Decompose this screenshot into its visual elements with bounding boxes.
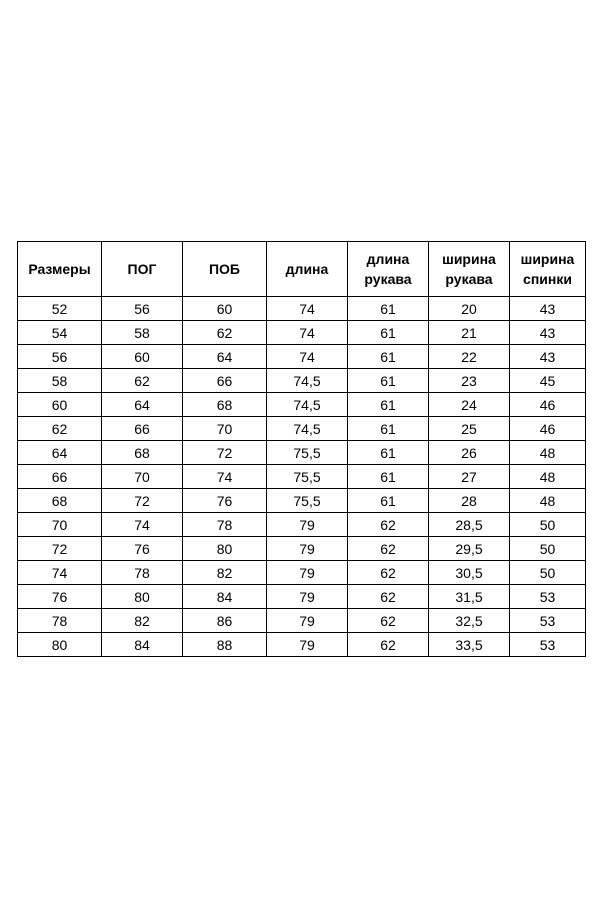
- cell-hips-half: 60: [183, 297, 267, 321]
- header-sleeve-length-line-2: рукава: [364, 271, 412, 287]
- table-row: [18, 393, 586, 417]
- cell-back-width: 48: [510, 441, 586, 465]
- header-back-width-line-2: спинки: [523, 271, 572, 287]
- cell-sleeve-width: 27: [429, 465, 510, 489]
- header-sleeve-width: [429, 242, 510, 297]
- cell-length: 79: [267, 537, 348, 561]
- cell-sleeve-width: 28: [429, 489, 510, 513]
- cell-chest-half: 72: [102, 489, 183, 513]
- cell-chest-half: 58: [102, 321, 183, 345]
- cell-chest-half: 66: [102, 417, 183, 441]
- table-row: [18, 297, 586, 321]
- size-chart-header: [18, 242, 586, 297]
- cell-length: 75,5: [267, 489, 348, 513]
- cell-size: 60: [18, 393, 102, 417]
- cell-sleeve-width: 28,5: [429, 513, 510, 537]
- cell-chest-half: 64: [102, 393, 183, 417]
- cell-sleeve-width: 25: [429, 417, 510, 441]
- cell-chest-half: 56: [102, 297, 183, 321]
- cell-back-width: 50: [510, 537, 586, 561]
- cell-back-width: 45: [510, 369, 586, 393]
- cell-length: 75,5: [267, 441, 348, 465]
- cell-length: 74,5: [267, 417, 348, 441]
- cell-sleeve-width: 29,5: [429, 537, 510, 561]
- cell-sleeve-length: 61: [348, 369, 429, 393]
- cell-hips-half: 76: [183, 489, 267, 513]
- cell-chest-half: 80: [102, 585, 183, 609]
- cell-sleeve-width: 32,5: [429, 609, 510, 633]
- table-row: [18, 585, 586, 609]
- cell-sleeve-length: 62: [348, 633, 429, 657]
- cell-size: 68: [18, 489, 102, 513]
- cell-sleeve-length: 61: [348, 417, 429, 441]
- cell-size: 72: [18, 537, 102, 561]
- header-hips-half: [183, 242, 267, 297]
- table-row: [18, 321, 586, 345]
- cell-sleeve-length: 61: [348, 297, 429, 321]
- header-sleeve-length: [348, 242, 429, 297]
- cell-chest-half: 70: [102, 465, 183, 489]
- cell-back-width: 50: [510, 561, 586, 585]
- cell-size: 64: [18, 441, 102, 465]
- table-row: [18, 489, 586, 513]
- cell-sleeve-length: 61: [348, 489, 429, 513]
- header-size: [18, 242, 102, 297]
- cell-sleeve-length: 61: [348, 345, 429, 369]
- cell-chest-half: 74: [102, 513, 183, 537]
- header-chest-half: [102, 242, 183, 297]
- cell-hips-half: 66: [183, 369, 267, 393]
- cell-sleeve-length: 62: [348, 513, 429, 537]
- cell-sleeve-length: 61: [348, 393, 429, 417]
- cell-chest-half: 60: [102, 345, 183, 369]
- cell-chest-half: 82: [102, 609, 183, 633]
- cell-back-width: 43: [510, 297, 586, 321]
- table-row: [18, 465, 586, 489]
- cell-sleeve-width: 30,5: [429, 561, 510, 585]
- cell-hips-half: 88: [183, 633, 267, 657]
- cell-length: 74: [267, 345, 348, 369]
- cell-length: 79: [267, 609, 348, 633]
- cell-back-width: 43: [510, 345, 586, 369]
- cell-size: 58: [18, 369, 102, 393]
- header-back-width-line-1: ширина: [520, 251, 575, 267]
- cell-sleeve-width: 24: [429, 393, 510, 417]
- cell-back-width: 53: [510, 585, 586, 609]
- cell-back-width: 48: [510, 465, 586, 489]
- cell-back-width: 46: [510, 393, 586, 417]
- header-sleeve-width-line-1: ширина: [442, 251, 496, 267]
- cell-back-width: 50: [510, 513, 586, 537]
- cell-size: 78: [18, 609, 102, 633]
- cell-hips-half: 78: [183, 513, 267, 537]
- size-chart-table: [17, 241, 586, 657]
- cell-sleeve-width: 23: [429, 369, 510, 393]
- cell-back-width: 53: [510, 609, 586, 633]
- table-row: [18, 345, 586, 369]
- cell-sleeve-length: 62: [348, 585, 429, 609]
- cell-size: 80: [18, 633, 102, 657]
- cell-length: 74: [267, 321, 348, 345]
- cell-hips-half: 84: [183, 585, 267, 609]
- cell-size: 62: [18, 417, 102, 441]
- cell-sleeve-width: 20: [429, 297, 510, 321]
- cell-size: 70: [18, 513, 102, 537]
- header-back-width: [510, 242, 586, 297]
- cell-sleeve-length: 61: [348, 465, 429, 489]
- cell-size: 56: [18, 345, 102, 369]
- cell-chest-half: 62: [102, 369, 183, 393]
- cell-chest-half: 78: [102, 561, 183, 585]
- header-sleeve-width-line-2: рукава: [445, 271, 493, 287]
- cell-length: 74,5: [267, 369, 348, 393]
- cell-sleeve-length: 62: [348, 609, 429, 633]
- table-row: [18, 561, 586, 585]
- cell-sleeve-width: 21: [429, 321, 510, 345]
- cell-sleeve-width: 22: [429, 345, 510, 369]
- cell-hips-half: 82: [183, 561, 267, 585]
- cell-hips-half: 74: [183, 465, 267, 489]
- header-sleeve-length-line-1: длина: [366, 251, 410, 267]
- table-row: [18, 609, 586, 633]
- table-row: [18, 369, 586, 393]
- cell-hips-half: 62: [183, 321, 267, 345]
- cell-size: 76: [18, 585, 102, 609]
- cell-sleeve-length: 62: [348, 561, 429, 585]
- cell-hips-half: 80: [183, 537, 267, 561]
- size-chart-body: [18, 297, 586, 657]
- header-row: [18, 242, 586, 297]
- table-row: [18, 441, 586, 465]
- cell-sleeve-width: 26: [429, 441, 510, 465]
- cell-length: 74,5: [267, 393, 348, 417]
- cell-back-width: 48: [510, 489, 586, 513]
- cell-size: 66: [18, 465, 102, 489]
- cell-size: 52: [18, 297, 102, 321]
- table-row: [18, 633, 586, 657]
- cell-sleeve-length: 61: [348, 321, 429, 345]
- cell-hips-half: 68: [183, 393, 267, 417]
- cell-sleeve-width: 31,5: [429, 585, 510, 609]
- cell-length: 79: [267, 561, 348, 585]
- header-length-line-1: длина: [285, 261, 329, 277]
- cell-size: 54: [18, 321, 102, 345]
- header-length: [267, 242, 348, 297]
- header-size-line-1: Размеры: [28, 261, 91, 277]
- cell-length: 79: [267, 633, 348, 657]
- cell-hips-half: 72: [183, 441, 267, 465]
- cell-hips-half: 64: [183, 345, 267, 369]
- table-row: [18, 537, 586, 561]
- header-hips-half-line-1: ПОБ: [208, 261, 240, 277]
- cell-chest-half: 68: [102, 441, 183, 465]
- cell-sleeve-width: 33,5: [429, 633, 510, 657]
- cell-back-width: 43: [510, 321, 586, 345]
- cell-sleeve-length: 61: [348, 441, 429, 465]
- cell-back-width: 53: [510, 633, 586, 657]
- cell-length: 74: [267, 297, 348, 321]
- cell-hips-half: 86: [183, 609, 267, 633]
- table-row: [18, 513, 586, 537]
- cell-hips-half: 70: [183, 417, 267, 441]
- cell-chest-half: 76: [102, 537, 183, 561]
- cell-length: 75,5: [267, 465, 348, 489]
- table-row: [18, 417, 586, 441]
- cell-length: 79: [267, 513, 348, 537]
- cell-chest-half: 84: [102, 633, 183, 657]
- cell-size: 74: [18, 561, 102, 585]
- cell-sleeve-length: 62: [348, 537, 429, 561]
- cell-back-width: 46: [510, 417, 586, 441]
- header-chest-half-line-1: ПОГ: [127, 261, 157, 277]
- cell-length: 79: [267, 585, 348, 609]
